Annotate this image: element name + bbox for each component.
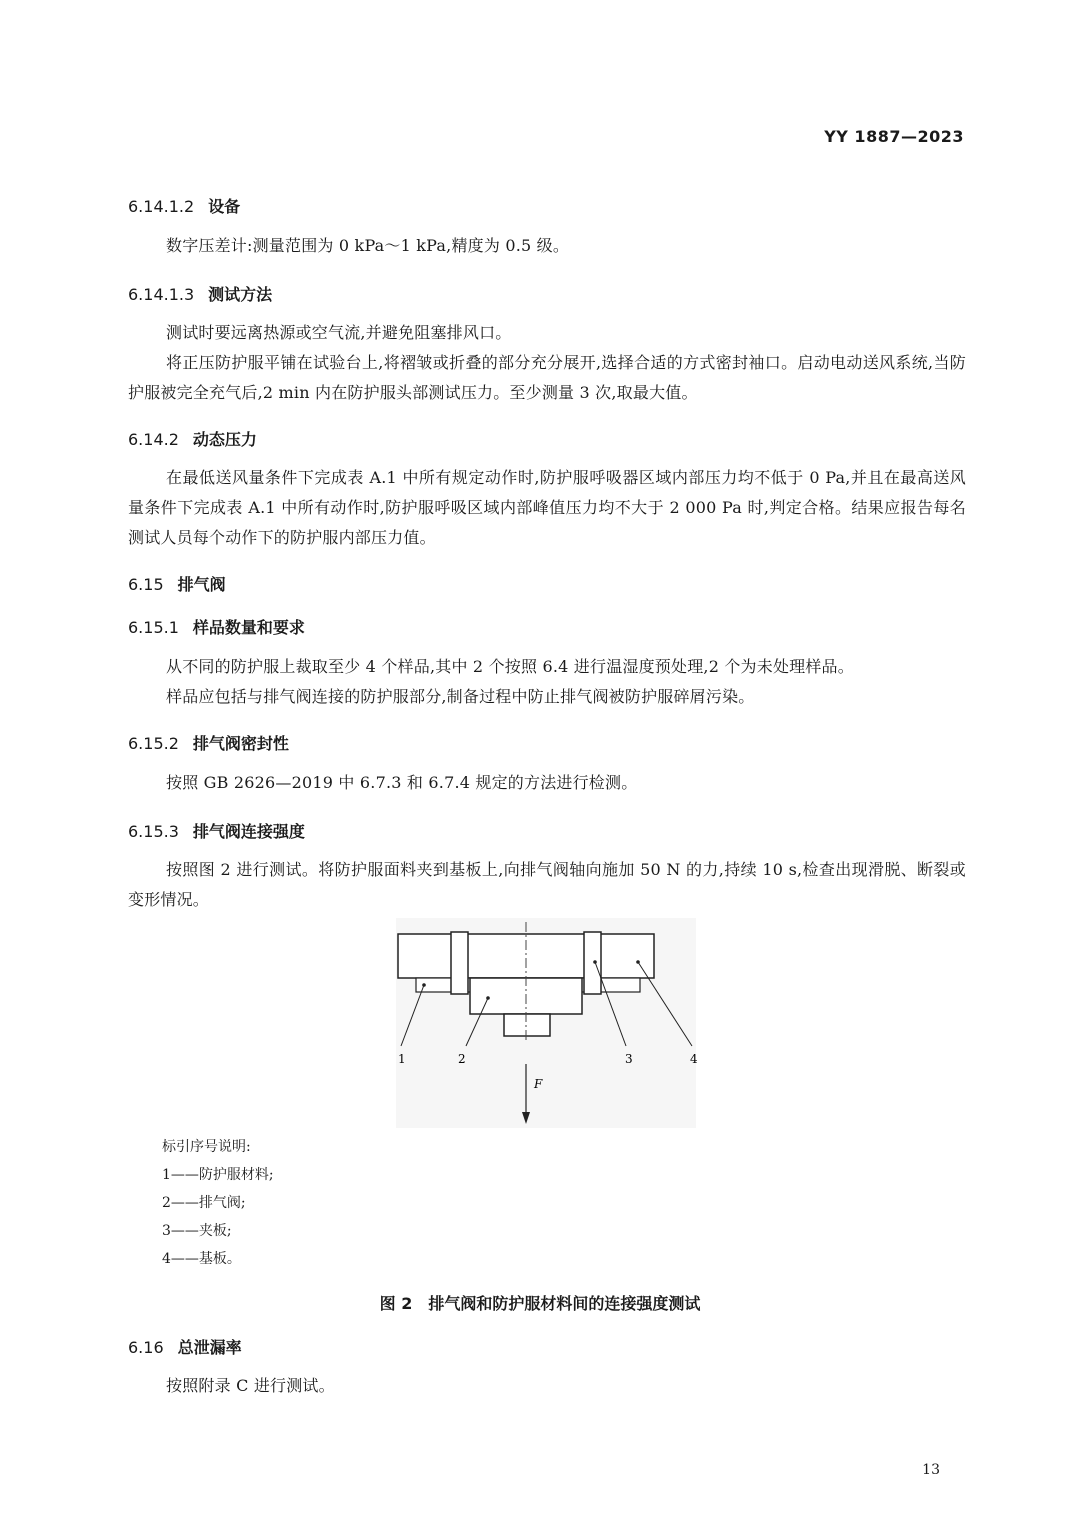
- section-number: 6.14.1.2: [128, 197, 195, 216]
- section-title: 测试方法: [208, 285, 273, 304]
- section-title: 排气阀: [177, 575, 226, 594]
- heading-6-15-3: [128, 819, 305, 842]
- heading-6-14-2: [128, 427, 257, 450]
- paragraph: 按照 GB 2626—2019 中 6.7.3 和 6.7.4 规定的方法进行检测。: [166, 773, 638, 792]
- heading-6-14-1-2: [128, 194, 240, 217]
- figure-label-1: 1: [398, 1052, 406, 1066]
- legend-item: 3——夹板;: [162, 1223, 232, 1239]
- paragraph: 将正压防护服平铺在试验台上,将褶皱或折叠的部分充分展开,选择合适的方式密封袖口。启动电动送风系统,当防护服被完全充气后,2 min 内在防护服头部测试压力。至少测量 3 次,取最大值。: [128, 353, 966, 402]
- section-number: 6.14.1.3: [128, 285, 195, 304]
- force-label: F: [534, 1077, 543, 1091]
- section-number: 6.16: [128, 1338, 164, 1357]
- paragraph: 在最低送风量条件下完成表 A.1 中所有规定动作时,防护服呼吸器区域内部压力均不低于 0 Pa,并且在最高送风量条件下完成表 A.1 中所有动作时,防护服呼吸区域内部峰值压力均不大于 2 000 Pa 时,判定合格。结果应报告每名测试人员每个动作下的防护服内部压力值。: [128, 468, 966, 547]
- section-number: 6.14.2: [128, 430, 179, 449]
- figure-caption: [0, 1291, 1080, 1314]
- connection-strength-figure: [396, 918, 696, 1128]
- paragraph: 样品应包括与排气阀连接的防护服部分,制备过程中防止排气阀被防护服碎屑污染。: [166, 687, 755, 706]
- figure-label-3: 3: [625, 1052, 633, 1066]
- page-number: 13: [922, 1462, 940, 1478]
- figure-label-2: 2: [458, 1052, 466, 1066]
- paragraph: 从不同的防护服上裁取至少 4 个样品,其中 2 个按照 6.4 进行温湿度预处理,2 个为未处理样品。: [166, 657, 854, 676]
- section-title: 总泄漏率: [177, 1338, 242, 1357]
- paragraph: 按照图 2 进行测试。将防护服面料夹到基板上,向排气阀轴向施加 50 N 的力,持续 10 s,检查出现滑脱、断裂或变形情况。: [128, 860, 966, 909]
- legend-item: 1——防护服材料;: [162, 1167, 274, 1183]
- clamp-right: [584, 932, 601, 994]
- standard-code: YY 1887—2023: [824, 127, 964, 146]
- paragraph: 测试时要远离热源或空气流,并避免阻塞排风口。: [166, 323, 512, 342]
- section-number: 6.15.3: [128, 822, 179, 841]
- figure-label-4: 4: [690, 1052, 698, 1066]
- heading-6-15: [128, 572, 226, 595]
- heading-6-16: [128, 1335, 242, 1358]
- section-title: 动态压力: [192, 430, 257, 449]
- section-title: 设备: [208, 197, 241, 216]
- section-number: 6.15: [128, 575, 164, 594]
- valve-stem: [504, 1014, 550, 1036]
- figure-title: 排气阀和防护服材料间的连接强度测试: [428, 1294, 701, 1313]
- paragraph: 按照附录 C 进行测试。: [166, 1376, 335, 1395]
- section-title: 样品数量和要求: [192, 618, 305, 637]
- heading-6-14-1-3: [128, 282, 272, 305]
- legend-title: 标引序号说明:: [162, 1139, 251, 1155]
- clamp-left: [451, 932, 468, 994]
- heading-6-15-2: [128, 731, 289, 754]
- section-title: 排气阀密封性: [192, 734, 289, 753]
- heading-6-15-1: [128, 615, 305, 638]
- section-number: 6.15.1: [128, 618, 179, 637]
- paragraph: 数字压差计:测量范围为 0 kPa～1 kPa,精度为 0.5 级。: [166, 236, 570, 255]
- section-title: 排气阀连接强度: [192, 822, 305, 841]
- section-number: 6.15.2: [128, 734, 179, 753]
- legend-item: 4——基板。: [162, 1251, 241, 1267]
- legend-item: 2——排气阀;: [162, 1195, 246, 1211]
- figure-number: 图 2: [379, 1294, 413, 1313]
